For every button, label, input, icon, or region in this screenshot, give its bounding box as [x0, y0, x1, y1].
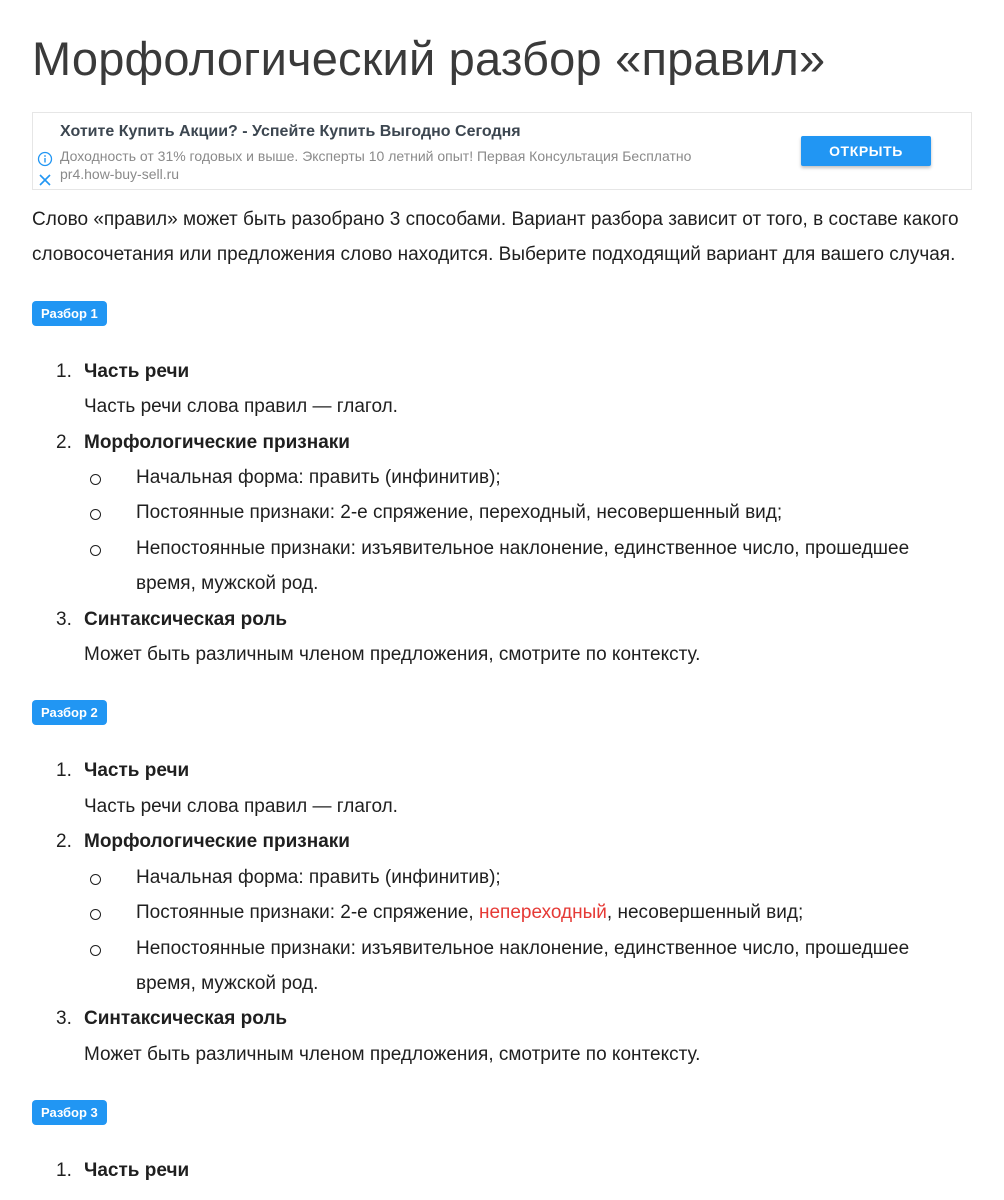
- list-item: [32, 354, 972, 425]
- ad-description[interactable]: Доходность от 31% годовых и выше. Эксперты 10 летний опыт! Первая Консультация Бесплатно: [60, 148, 692, 164]
- ad-banner[interactable]: [32, 112, 972, 190]
- section-list: [32, 753, 972, 1072]
- list-item: [32, 753, 972, 824]
- item-heading: Часть речи: [84, 760, 190, 782]
- feature-text: Постоянные признаки: 2-е спряжение,: [136, 902, 479, 924]
- item-heading: Морфологические признаки: [84, 831, 350, 853]
- item-number: 2.: [56, 431, 72, 453]
- analysis-section: [32, 301, 972, 673]
- feature-item: Непостоянные признаки: изъявительное наклонение, единственное число, прошедшее время, мужской род.: [84, 931, 972, 1002]
- item-text: Может быть различным членом предложения, смотрите по контексту.: [84, 644, 701, 666]
- feature-item: Начальная форма: править (инфинитив);: [84, 460, 972, 495]
- list-item: [32, 1001, 972, 1072]
- ad-url[interactable]: pr4.how-buy-sell.ru: [60, 166, 180, 182]
- list-item: [32, 824, 972, 859]
- item-text: Часть речи слова правил — глагол.: [84, 795, 398, 817]
- section-badge: Разбор 2: [32, 700, 107, 725]
- list-item: [32, 425, 972, 460]
- item-heading: Морфологические признаки: [84, 431, 350, 453]
- info-icon[interactable]: [37, 151, 53, 167]
- section-list: [32, 1153, 972, 1188]
- section-badge: Разбор 1: [32, 301, 107, 326]
- item-number: 1.: [56, 1160, 72, 1182]
- feature-list: [32, 460, 972, 602]
- feature-list: [32, 860, 972, 1002]
- open-button[interactable]: ОТКРЫТЬ: [801, 136, 931, 166]
- feature-text: , несовершенный вид;: [606, 902, 804, 924]
- feature-item: Начальная форма: править (инфинитив);: [84, 860, 972, 895]
- item-heading: Часть речи: [84, 360, 190, 382]
- page-title: Морфологический разбор «правил»: [32, 32, 826, 85]
- item-number: 3.: [56, 608, 72, 630]
- close-icon[interactable]: [37, 172, 53, 188]
- section-list: [32, 354, 972, 673]
- feature-item: [84, 895, 972, 930]
- item-heading: Синтаксическая роль: [84, 1008, 288, 1030]
- list-item: [32, 602, 972, 673]
- item-number: 1.: [56, 360, 72, 382]
- item-text: Может быть различным членом предложения, смотрите по контексту.: [84, 1043, 701, 1065]
- item-number: 3.: [56, 1008, 72, 1030]
- item-number: 2.: [56, 831, 72, 853]
- intro-paragraph: Слово «правил» может быть разобрано 3 способами. Вариант разбора зависит от того, в составе какого словосочетания или предложения слово находится. Выберите подходящий вариант для вашего случая.: [32, 209, 959, 266]
- feature-item: Непостоянные признаки: изъявительное наклонение, единственное число, прошедшее время, мужской род.: [84, 531, 972, 602]
- ad-title[interactable]: Хотите Купить Акции? - Успейте Купить Выгодно Сегодня: [60, 123, 521, 140]
- analysis-sections: [32, 301, 972, 1189]
- section-badge: Разбор 3: [32, 1100, 107, 1125]
- item-heading: Синтаксическая роль: [84, 608, 288, 630]
- list-item: [32, 1153, 972, 1188]
- item-number: 1.: [56, 760, 72, 782]
- analysis-section: [32, 700, 972, 1072]
- feature-item: Постоянные признаки: 2-е спряжение, переходный, несовершенный вид;: [84, 495, 972, 530]
- item-text: Часть речи слова правил — глагол.: [84, 396, 398, 418]
- highlighted-word: непереходный: [478, 902, 607, 924]
- item-heading: Часть речи: [84, 1160, 190, 1182]
- analysis-section: [32, 1100, 972, 1188]
